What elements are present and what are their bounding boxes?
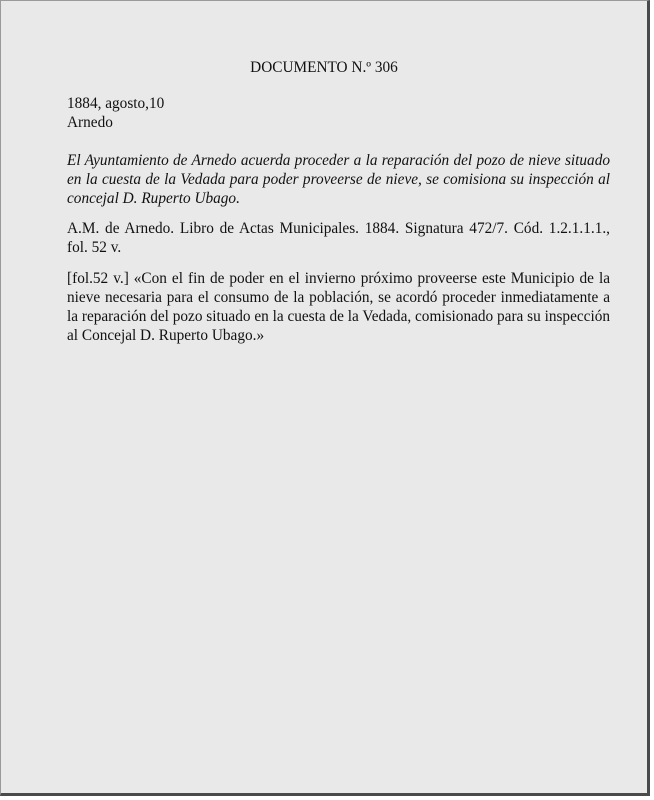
document-title: DOCUMENTO N.º 306	[250, 59, 398, 76]
document-place: Arnedo	[67, 114, 113, 131]
document-source: A.M. de Arnedo. Libro de Actas Municipales. 1884. Signatura 472/7. Cód. 1.2.1.1.1., fol. 52 v.	[67, 220, 610, 256]
document-summary: El Ayuntamiento de Arnedo acuerda proceder a la reparación del pozo de nieve situado en la cuesta de la Vedada para poder proveerse de nieve, se comisiona su inspección al concejal D. Ruperto Ubago.	[67, 152, 610, 207]
document-date: 1884, agosto,10	[67, 95, 165, 112]
document-transcription: [fol.52 v.] «Con el fin de poder en el invierno próximo proveerse este Municipio de la nieve necesaria para el consumo de la población, se acordó proceder inmediatamente a la reparación del pozo situado en la cuesta de la Vedada, comisionado para su inspección al Concejal D. Ruperto Ubago.»	[67, 270, 610, 344]
